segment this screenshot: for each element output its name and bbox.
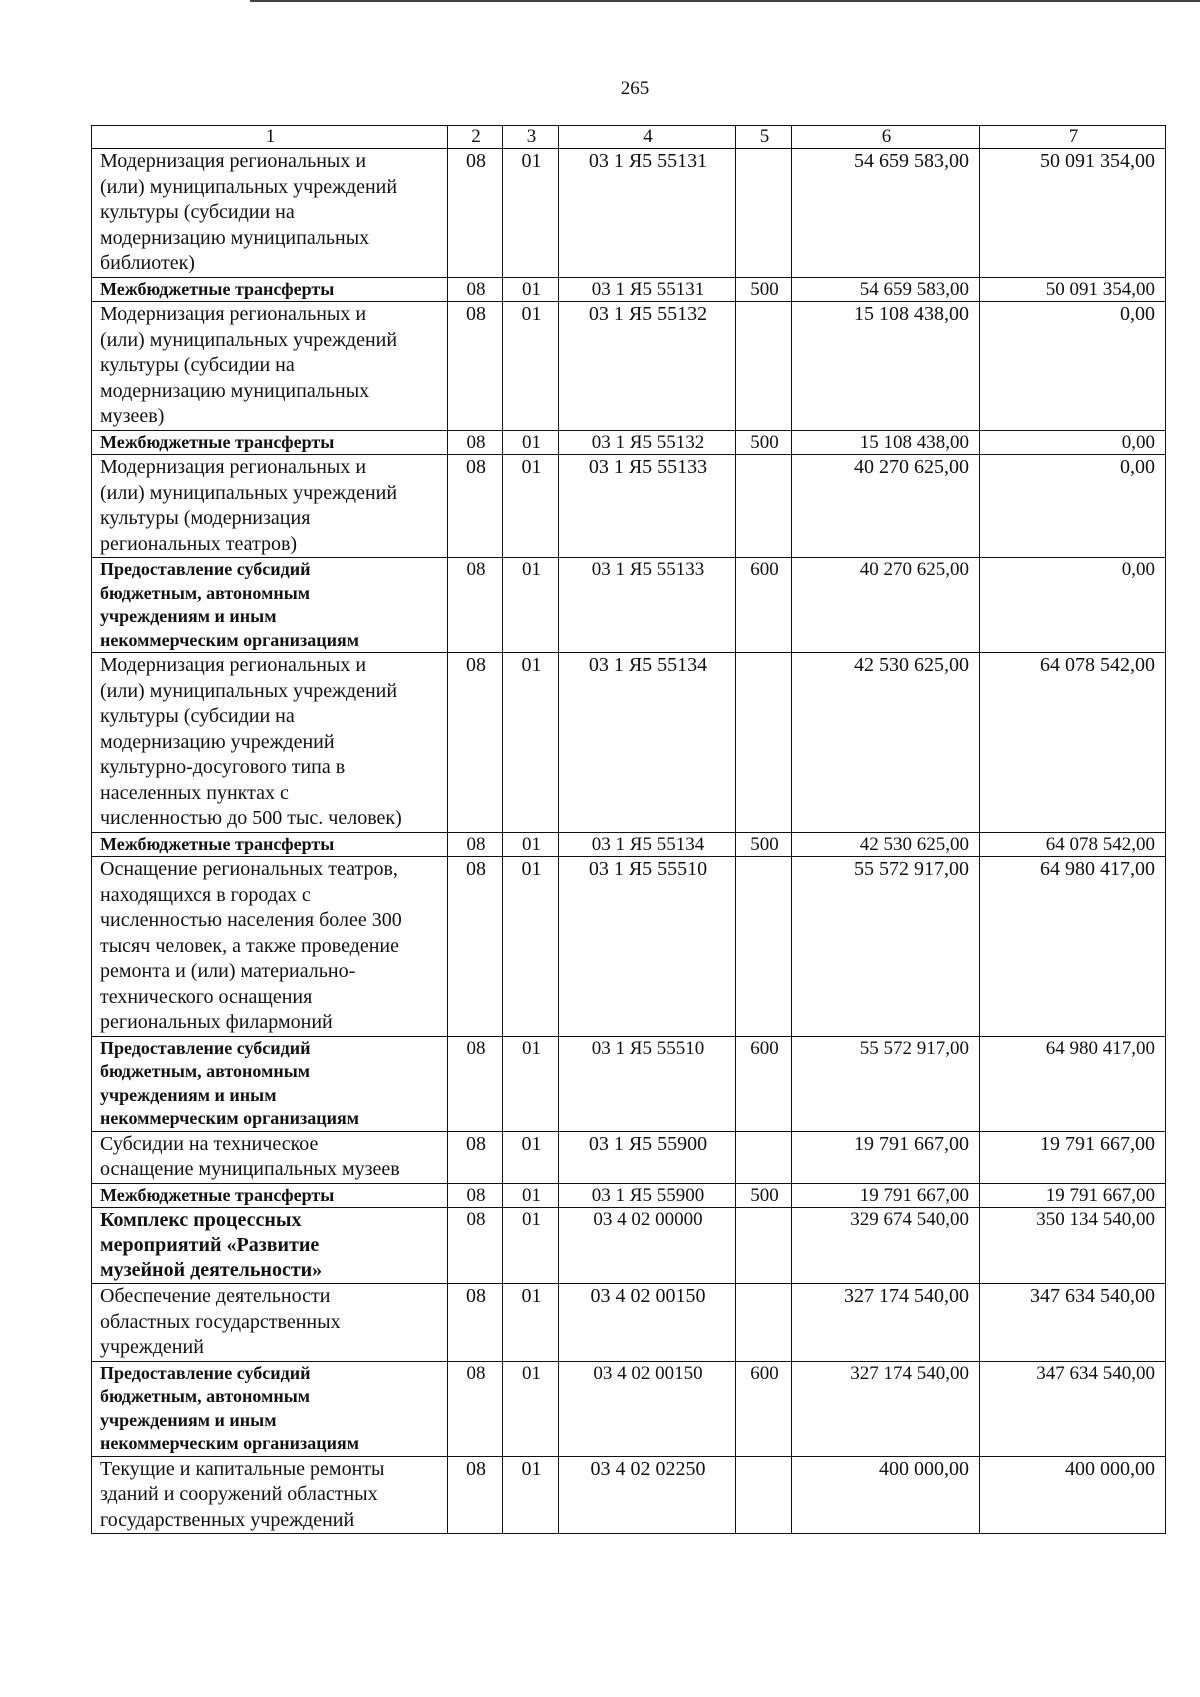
table-row	[92, 277, 1166, 302]
section-code: 08	[448, 1456, 503, 1534]
expense-type-code: 600	[736, 1361, 792, 1456]
scan-top-edge	[250, 0, 1200, 2]
row-description: Межбюджетные трансферты	[92, 277, 448, 302]
target-article-code: 03 1 Я5 55510	[559, 857, 736, 1037]
section-code: 08	[448, 1183, 503, 1208]
amount-year-2: 347 634 540,00	[980, 1284, 1166, 1362]
amount-year-2: 0,00	[980, 430, 1166, 455]
expense-type-code: 500	[736, 832, 792, 857]
amount-year-1: 40 270 625,00	[792, 558, 980, 653]
table-row	[92, 1361, 1166, 1456]
target-article-code: 03 1 Я5 55132	[559, 302, 736, 431]
table-row	[92, 1131, 1166, 1183]
amount-year-1: 329 674 540,00	[792, 1208, 980, 1284]
target-article-code: 03 1 Я5 55134	[559, 653, 736, 833]
table-row	[92, 430, 1166, 455]
row-description: Модернизация региональных и (или) муниципальных учреждений культуры (модернизация региональных театров)	[92, 455, 448, 558]
amount-year-1: 327 174 540,00	[792, 1284, 980, 1362]
section-code: 08	[448, 277, 503, 302]
section-code: 08	[448, 653, 503, 833]
amount-year-2: 19 791 667,00	[980, 1131, 1166, 1183]
subsection-code: 01	[503, 149, 559, 278]
target-article-code: 03 1 Я5 55131	[559, 277, 736, 302]
amount-year-2: 50 091 354,00	[980, 277, 1166, 302]
header-cell: 6	[792, 126, 980, 149]
amount-year-1: 19 791 667,00	[792, 1183, 980, 1208]
subsection-code: 01	[503, 455, 559, 558]
row-description: Обеспечение деятельности областных государственных учреждений	[92, 1284, 448, 1362]
header-cell: 5	[736, 126, 792, 149]
expense-type-code	[736, 1131, 792, 1183]
amount-year-2: 64 980 417,00	[980, 1036, 1166, 1131]
expense-type-code: 500	[736, 277, 792, 302]
subsection-code: 01	[503, 302, 559, 431]
subsection-code: 01	[503, 277, 559, 302]
target-article-code: 03 4 02 00150	[559, 1284, 736, 1362]
subsection-code: 01	[503, 430, 559, 455]
target-article-code: 03 1 Я5 55132	[559, 430, 736, 455]
subsection-code: 01	[503, 653, 559, 833]
amount-year-2: 50 091 354,00	[980, 149, 1166, 278]
section-code: 08	[448, 149, 503, 278]
subsection-code: 01	[503, 857, 559, 1037]
section-code: 08	[448, 558, 503, 653]
amount-year-1: 19 791 667,00	[792, 1131, 980, 1183]
table-row	[92, 149, 1166, 278]
amount-year-2: 64 078 542,00	[980, 832, 1166, 857]
row-description: Субсидии на техническое оснащение муниципальных музеев	[92, 1131, 448, 1183]
subsection-code: 01	[503, 1284, 559, 1362]
section-code: 08	[448, 1361, 503, 1456]
amount-year-2: 0,00	[980, 302, 1166, 431]
subsection-code: 01	[503, 1456, 559, 1534]
table-row	[92, 1456, 1166, 1534]
table-row	[92, 558, 1166, 653]
expense-type-code: 600	[736, 558, 792, 653]
expense-type-code: 600	[736, 1036, 792, 1131]
table-row	[92, 1183, 1166, 1208]
amount-year-1: 42 530 625,00	[792, 832, 980, 857]
section-code: 08	[448, 1208, 503, 1284]
amount-year-2: 64 078 542,00	[980, 653, 1166, 833]
amount-year-2: 64 980 417,00	[980, 857, 1166, 1037]
row-description: Межбюджетные трансферты	[92, 1183, 448, 1208]
row-description: Модернизация региональных и (или) муниципальных учреждений культуры (субсидии на модернизацию муниципальных библиотек)	[92, 149, 448, 278]
target-article-code: 03 4 02 02250	[559, 1456, 736, 1534]
amount-year-1: 400 000,00	[792, 1456, 980, 1534]
target-article-code: 03 1 Я5 55133	[559, 558, 736, 653]
amount-year-1: 40 270 625,00	[792, 455, 980, 558]
section-code: 08	[448, 832, 503, 857]
expense-type-code	[736, 302, 792, 431]
subsection-code: 01	[503, 1183, 559, 1208]
amount-year-2: 0,00	[980, 455, 1166, 558]
expense-type-code: 500	[736, 430, 792, 455]
budget-table	[91, 125, 1166, 1534]
target-article-code: 03 1 Я5 55134	[559, 832, 736, 857]
header-cell: 7	[980, 126, 1166, 149]
amount-year-1: 55 572 917,00	[792, 1036, 980, 1131]
row-description: Предоставление субсидий бюджетным, автономным учреждениям и иным некоммерческим организациям	[92, 558, 448, 653]
subsection-code: 01	[503, 1131, 559, 1183]
amount-year-2: 400 000,00	[980, 1456, 1166, 1534]
subsection-code: 01	[503, 1361, 559, 1456]
amount-year-1: 55 572 917,00	[792, 857, 980, 1037]
amount-year-2: 347 634 540,00	[980, 1361, 1166, 1456]
section-code: 08	[448, 1036, 503, 1131]
table-row	[92, 857, 1166, 1037]
amount-year-1: 15 108 438,00	[792, 302, 980, 431]
row-description: Модернизация региональных и (или) муниципальных учреждений культуры (субсидии на модернизацию муниципальных музеев)	[92, 302, 448, 431]
subsection-code: 01	[503, 1036, 559, 1131]
amount-year-2: 0,00	[980, 558, 1166, 653]
section-code: 08	[448, 430, 503, 455]
expense-type-code: 500	[736, 1183, 792, 1208]
section-code: 08	[448, 857, 503, 1037]
row-description: Модернизация региональных и (или) муниципальных учреждений культуры (субсидии на модернизацию учреждений культурно-досугового типа в населенных пунктах с численностью до 500 тыс. человек)	[92, 653, 448, 833]
target-article-code: 03 4 02 00000	[559, 1208, 736, 1284]
header-cell: 3	[503, 126, 559, 149]
amount-year-1: 54 659 583,00	[792, 149, 980, 278]
expense-type-code	[736, 653, 792, 833]
amount-year-2: 19 791 667,00	[980, 1183, 1166, 1208]
amount-year-1: 42 530 625,00	[792, 653, 980, 833]
row-description: Предоставление субсидий бюджетным, автономным учреждениям и иным некоммерческим организациям	[92, 1036, 448, 1131]
subsection-code: 01	[503, 832, 559, 857]
subsection-code: 01	[503, 558, 559, 653]
section-code: 08	[448, 1131, 503, 1183]
expense-type-code	[736, 857, 792, 1037]
target-article-code: 03 1 Я5 55900	[559, 1183, 736, 1208]
amount-year-1: 54 659 583,00	[792, 277, 980, 302]
row-description: Межбюджетные трансферты	[92, 430, 448, 455]
page-number: 265	[620, 78, 650, 99]
amount-year-1: 15 108 438,00	[792, 430, 980, 455]
table-row	[92, 1284, 1166, 1362]
header-cell: 2	[448, 126, 503, 149]
target-article-code: 03 1 Я5 55510	[559, 1036, 736, 1131]
amount-year-1: 327 174 540,00	[792, 1361, 980, 1456]
table-header-row	[92, 126, 1166, 149]
section-code: 08	[448, 1284, 503, 1362]
header-cell: 4	[559, 126, 736, 149]
table-row	[92, 1036, 1166, 1131]
expense-type-code	[736, 1456, 792, 1534]
row-description: Текущие и капитальные ремонты зданий и сооружений областных государственных учреждений	[92, 1456, 448, 1534]
table-row	[92, 1208, 1166, 1284]
target-article-code: 03 1 Я5 55133	[559, 455, 736, 558]
expense-type-code	[736, 1284, 792, 1362]
table-row	[92, 302, 1166, 431]
row-description: Межбюджетные трансферты	[92, 832, 448, 857]
target-article-code: 03 1 Я5 55131	[559, 149, 736, 278]
section-code: 08	[448, 302, 503, 431]
expense-type-code	[736, 149, 792, 278]
section-code: 08	[448, 455, 503, 558]
row-description: Предоставление субсидий бюджетным, автономным учреждениям и иным некоммерческим организациям	[92, 1361, 448, 1456]
expense-type-code	[736, 455, 792, 558]
table-row	[92, 455, 1166, 558]
expense-type-code	[736, 1208, 792, 1284]
target-article-code: 03 1 Я5 55900	[559, 1131, 736, 1183]
amount-year-2: 350 134 540,00	[980, 1208, 1166, 1284]
table-row	[92, 653, 1166, 833]
row-description: Комплекс процессных мероприятий «Развитие музейной деятельности»	[92, 1208, 448, 1284]
row-description: Оснащение региональных театров, находящихся в городах с численностью населения более 300 тысяч человек, а также проведение ремонта и (или) материально- технического оснащения региональных филармоний	[92, 857, 448, 1037]
target-article-code: 03 4 02 00150	[559, 1361, 736, 1456]
subsection-code: 01	[503, 1208, 559, 1284]
header-cell: 1	[92, 126, 448, 149]
table-row	[92, 832, 1166, 857]
